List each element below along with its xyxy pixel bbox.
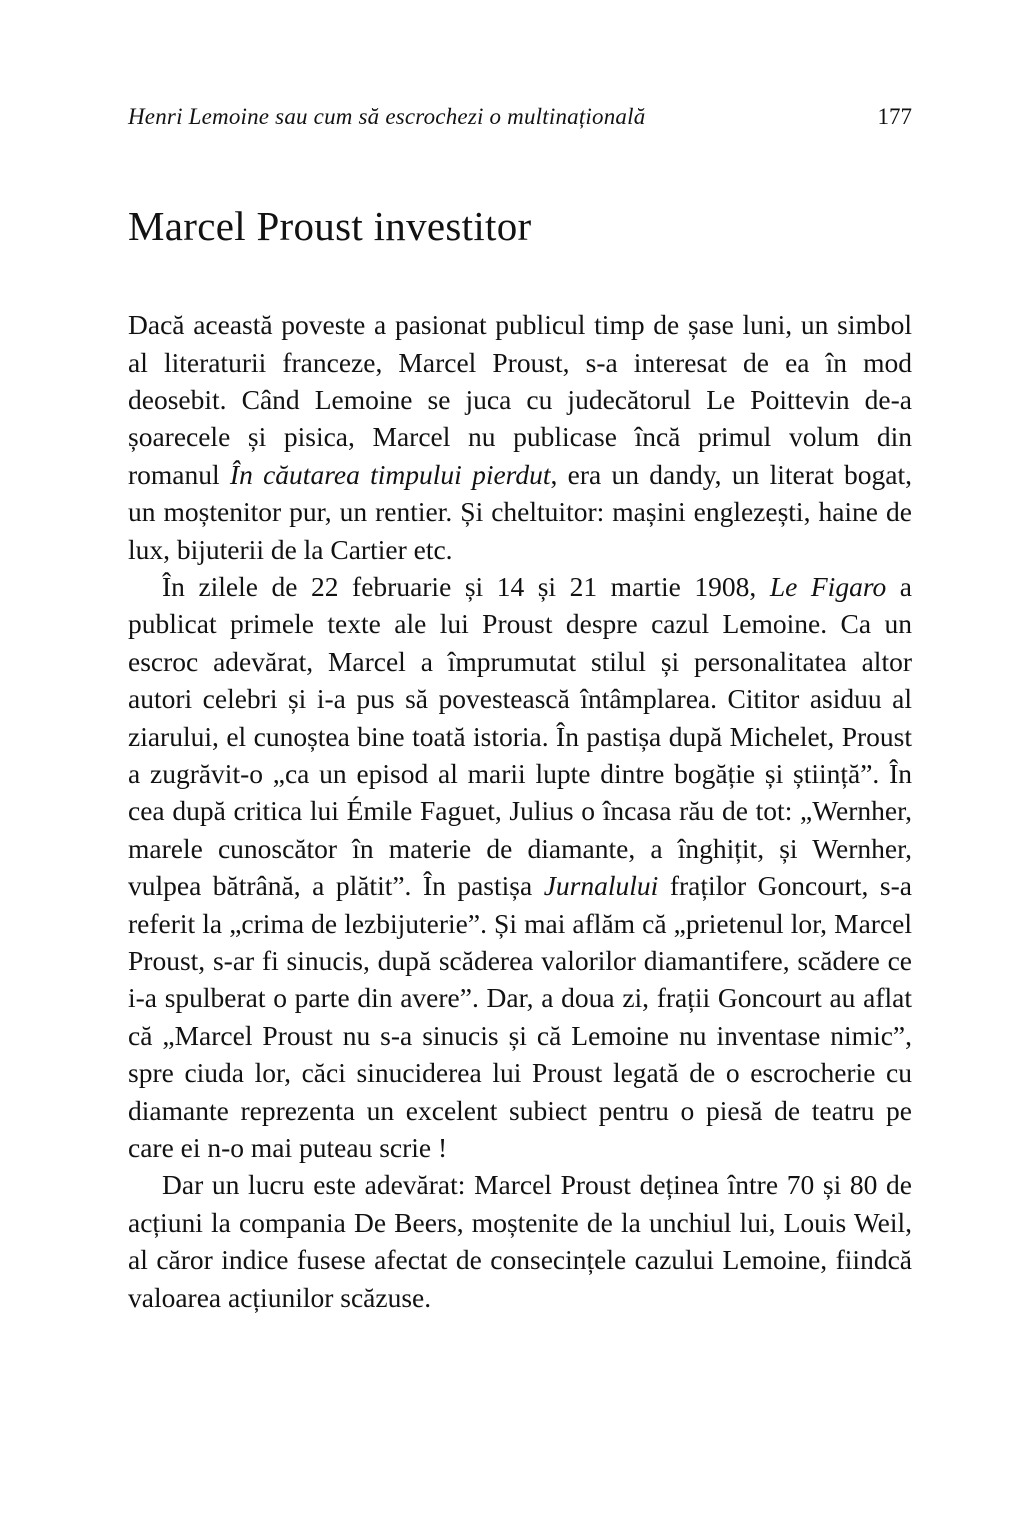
text-run: Dacă această poveste a pasionat publicul timp de șase luni, un simbol al literaturii franceze, Marcel Proust, s-a interesat de ea în mod deosebit. Când Lemoine se juca cu judecătorul Le Poittevin de-a șoarecele și pisica, Marcel nu publicase încă primul volum din romanul bbox=[128, 309, 912, 490]
page-content bbox=[128, 0, 912, 1316]
italic-book-title: În căutarea timpului pierdut bbox=[229, 458, 551, 490]
paragraph bbox=[128, 306, 912, 568]
paragraph bbox=[128, 568, 912, 1167]
text-run: a publicat primele texte ale lui Proust despre cazul Lemoine. Ca un escroc adevărat, Marcel a împrumutat stilul și personalitatea altor autori celebri și i-a pus să povestească întâmplarea. Cititor asiduu al ziarului, el cunoștea bine toată istoria. În pastișa după Michelet, Proust a zugrăvit-o „ca un episod al marii lupte dintre bogăție și știință”. În cea după critica lui Émile Faguet, Julius o încasa rău de tot: „Wernher, marele cunoscător în materie de diamante, a înghițit, și Wernher, vulpea bătrână, a plătit”. În pastișa bbox=[128, 570, 912, 902]
italic-book-title: Jurnalului bbox=[543, 870, 659, 902]
running-header-text: Henri Lemoine sau cum să escrochezi o multinațională bbox=[128, 104, 646, 129]
text-run: În zilele de 22 februarie și 14 și 21 martie 1908, bbox=[162, 570, 770, 602]
page-number: 177 bbox=[877, 104, 912, 129]
body-text bbox=[128, 306, 912, 1316]
italic-book-title: Le Figaro bbox=[769, 570, 887, 602]
page-title: Marcel Proust investitor bbox=[128, 203, 532, 249]
text-run: , era un dandy, un literat bogat, un moștenitor pur, un rentier. Și cheltuitor: mașini englezești, haine de lux, bijuterii de la Cartier etc. bbox=[128, 458, 912, 565]
text-run: Dar un lucru este adevărat: Marcel Proust deținea între 70 și 80 de acțiuni la compania De Beers, moștenite de la unchiul lui, Louis Weil, al căror indice fusese afectat de consecințele cazului Lemoine, fiindcă valoarea acțiunilor scăzuse. bbox=[128, 1169, 912, 1313]
paragraph bbox=[128, 1166, 912, 1316]
text-run: fraților Goncourt, s-a referit la „crima de lezbijuterie”. Și mai aflăm că „prietenul lor, Marcel Proust, s-ar fi sinucis, după scăderea valorilor diamantifere, scădere ce i-a spulberat o parte din avere”. Dar, a doua zi, frații Goncourt au aflat că „Marcel Proust nu s-a sinucis și că Lemoine nu inventase nimic”, spre ciuda lor, căci sinuciderea lui Proust legată de o escrocherie cu diamante reprezenta un excelent subiect pentru o piesă de teatru pe care ei n-o mai puteau scrie ! bbox=[128, 870, 912, 1164]
running-header bbox=[128, 104, 912, 130]
